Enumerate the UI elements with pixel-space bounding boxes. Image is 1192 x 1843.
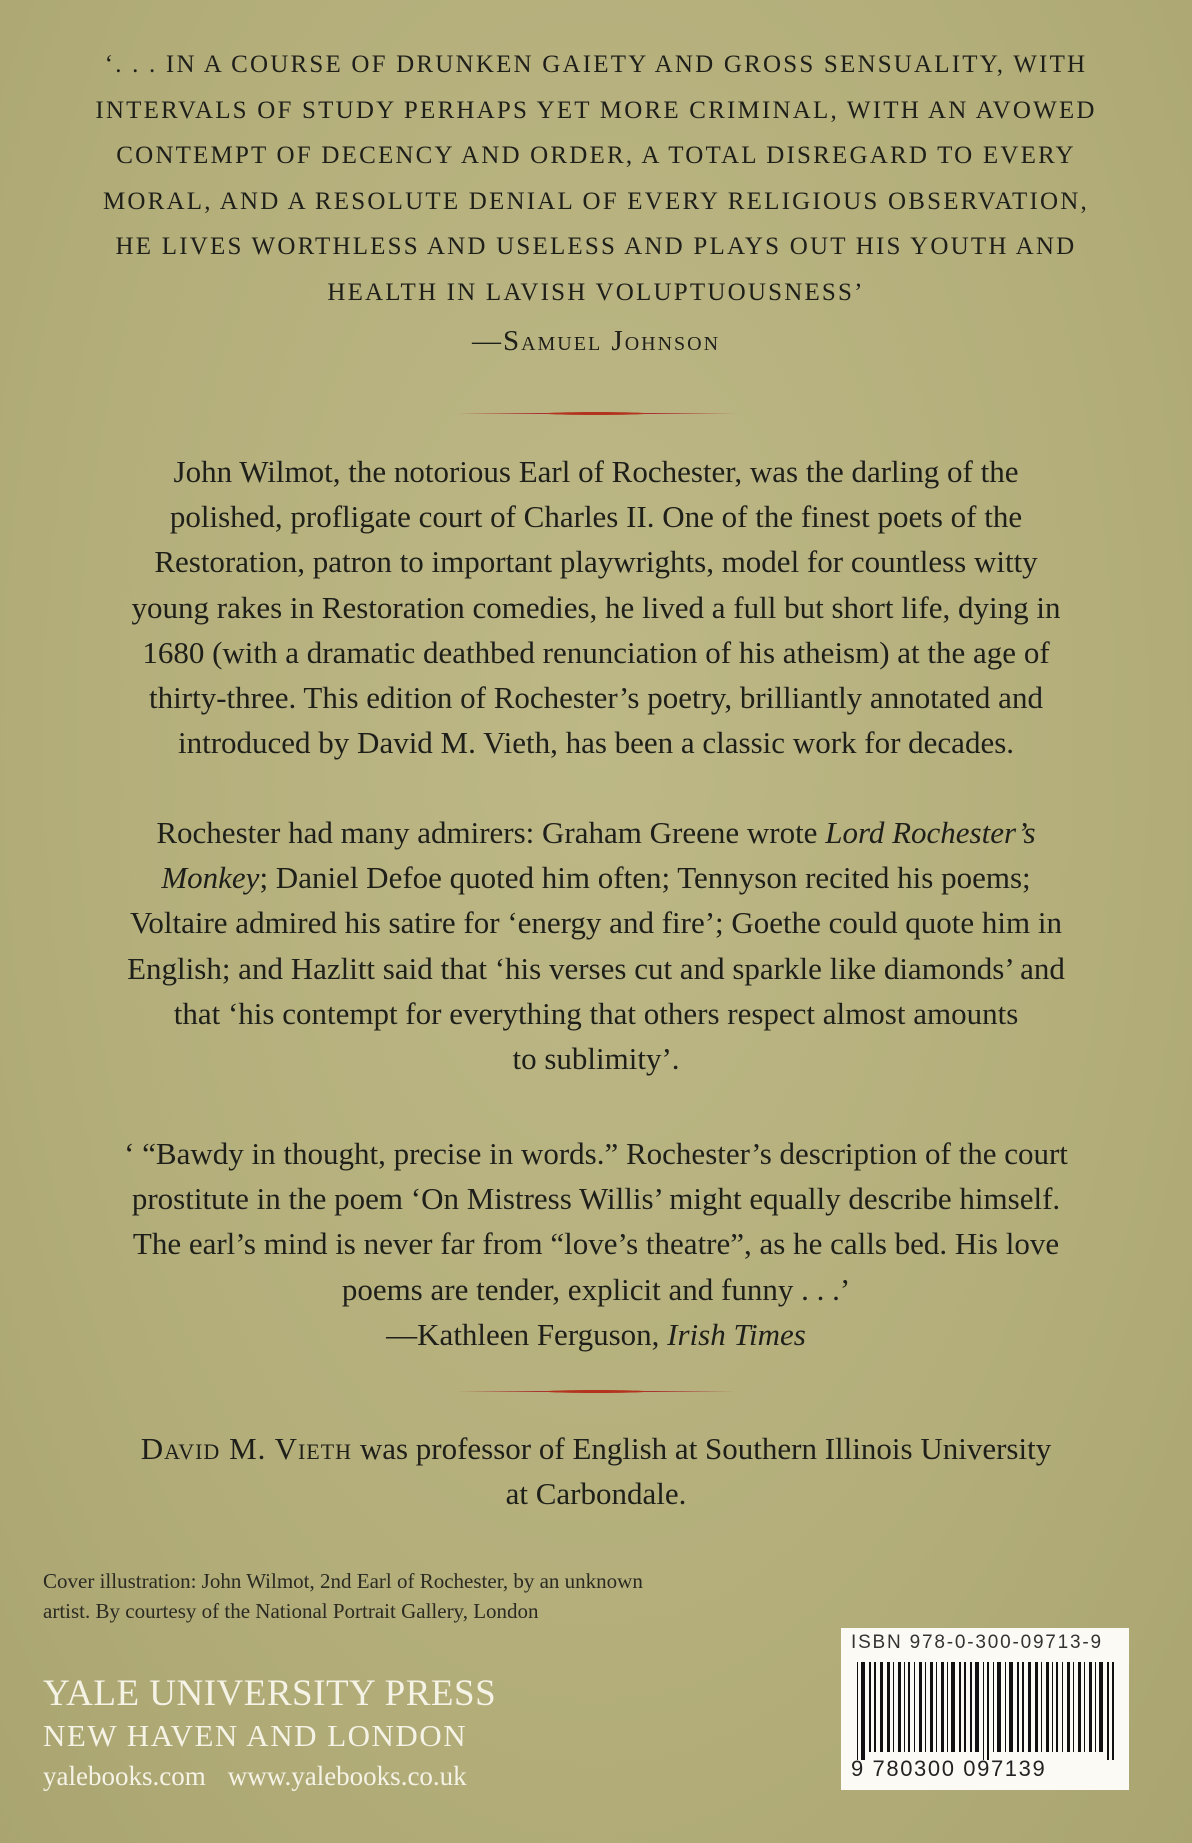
cover-credit	[43, 1566, 763, 1626]
barcode-bar	[908, 1662, 910, 1752]
barcode-bar	[861, 1662, 865, 1760]
ornament-divider	[456, 412, 736, 416]
barcode-bar	[1046, 1662, 1049, 1752]
barcode-bar	[1041, 1662, 1042, 1752]
admirers-line	[40, 810, 1152, 855]
review-line: prostitute in the poem ‘On Mistress Willis’ might equally describe himself.	[131, 1181, 1061, 1217]
epigraph-line: INTERVALS OF STUDY PERHAPS YET MORE CRIMINAL, WITH AN AVOWED	[95, 96, 1097, 124]
barcode-bar	[857, 1662, 858, 1760]
isbn-label: ISBN 978-0-300-09713-9	[851, 1632, 1103, 1653]
barcode-bar	[1084, 1662, 1085, 1752]
epigraph-line: HE LIVES WORTHLESS AND USELESS AND PLAYS OUT HIS YOUTH AND	[115, 233, 1077, 260]
description-line: Restoration, patron to important playwrights, model for countless witty	[154, 544, 1038, 580]
barcode-bar	[975, 1662, 979, 1752]
barcode-bar	[951, 1662, 955, 1752]
barcode-bar	[1028, 1662, 1031, 1752]
admirers-text: Rochester had many admirers: Graham Greene wrote	[156, 815, 826, 850]
admirers-line: that ‘his contempt for everything that others respect almost amounts	[173, 995, 1019, 1031]
review-attribution	[40, 1312, 1152, 1357]
review-source: Irish Times	[667, 1316, 806, 1352]
book-description	[40, 449, 1152, 765]
credit-line: artist. By courtesy of the National Portrait Gallery, London	[43, 1599, 539, 1623]
barcode-bar	[970, 1662, 972, 1752]
attribution-dash: —	[471, 325, 503, 357]
review-line: ‘ “Bawdy in thought, precise in words.” Rochester’s description of the court	[124, 1136, 1068, 1171]
barcode-bar	[959, 1662, 961, 1752]
barcode-bar	[987, 1662, 989, 1760]
review-line: The earl’s mind is never far from “love’s theatre”, as he calls bed. His love	[132, 1226, 1060, 1262]
barcode-bar	[936, 1662, 937, 1752]
barcode-bar	[1073, 1662, 1074, 1752]
barcode-bar	[887, 1662, 890, 1752]
credit-line: Cover illustration: John Wilmot, 2nd Earl of Rochester, by an unknown	[43, 1569, 643, 1593]
description-line: polished, profligate court of Charles II. One of the finest poets of the	[169, 499, 1023, 535]
epigraph-line: CONTEMPT OF DECENCY AND ORDER, A TOTAL DISREGARD TO EVERY	[116, 142, 1076, 169]
barcode-bar	[1089, 1662, 1092, 1752]
barcode-bar	[893, 1662, 894, 1752]
bio-text: was professor of English at Southern Illinois University	[352, 1431, 1052, 1466]
barcode-bar	[1052, 1662, 1053, 1752]
admirers-paragraph	[40, 810, 1152, 1081]
publisher-name: YALE UNIVERSITY PRESS	[43, 1673, 497, 1714]
description-line: 1680 (with a dramatic deathbed renunciation of his atheism) at the age of	[142, 634, 1050, 670]
barcode-bar	[874, 1662, 876, 1752]
description-line: thirty-three. This edition of Rochester’s poetry, brilliantly annotated and	[149, 680, 1043, 716]
admirers-text: ; Daniel Defoe quoted him often; Tennyson recited his poems;	[259, 860, 1031, 896]
barcode-bar	[1099, 1662, 1103, 1752]
admirers-line: English; and Hazlitt said that ‘his verses cut and sparkle like diamonds’ and	[127, 950, 1065, 986]
barcode-bar	[1056, 1662, 1058, 1752]
epigraph-attribution	[40, 321, 1152, 361]
epigraph-line: MORAL, AND A RESOLUTE DENIAL OF EVERY RELIGIOUS OBSERVATION,	[102, 187, 1090, 215]
publisher-block	[43, 1672, 663, 1796]
barcode-digits: 9 780300 097139	[851, 1756, 1047, 1781]
isbn-barcode	[841, 1628, 1129, 1790]
barcode-bar	[1022, 1662, 1024, 1752]
description-line: John Wilmot, the notorious Earl of Rochester, was the darling of the	[173, 454, 1019, 489]
bio-line: at Carbondale.	[505, 1476, 687, 1512]
barcode-bar	[919, 1662, 922, 1752]
url-us: yalebooks.com	[43, 1761, 206, 1791]
attribution-name: Samuel Johnson	[502, 325, 721, 357]
barcode-bar	[1005, 1662, 1006, 1752]
barcode-bar	[1078, 1662, 1081, 1752]
description-line: introduced by David M. Vieth, has been a classic work for decades.	[177, 725, 1015, 761]
url-uk: www.yalebooks.co.uk	[227, 1761, 467, 1791]
barcode-bar	[983, 1662, 984, 1760]
barcode-bar	[964, 1662, 966, 1752]
barcode-bar	[914, 1662, 915, 1752]
admirers-line: to sublimity’.	[512, 1041, 680, 1077]
editor-bio	[40, 1426, 1152, 1516]
barcode-bar	[1035, 1662, 1038, 1752]
bio-line	[40, 1426, 1152, 1471]
johnson-epigraph	[40, 42, 1152, 361]
barcode-bar	[1017, 1662, 1019, 1752]
publisher-urls	[43, 1756, 663, 1796]
barcode-bar	[941, 1662, 944, 1752]
barcode-bar	[880, 1662, 883, 1752]
book-title-italic: Lord Rochester’s	[825, 815, 1036, 850]
barcode-bar	[1009, 1662, 1013, 1752]
irish-times-review	[40, 1131, 1152, 1357]
barcode-bar	[1062, 1662, 1063, 1752]
review-author: —Kathleen Ferguson,	[386, 1316, 668, 1352]
publisher-cities: NEW HAVEN AND LONDON	[43, 1718, 468, 1753]
barcode-bar	[1107, 1662, 1109, 1760]
admirers-line	[40, 855, 1152, 900]
barcode-bar	[1067, 1662, 1070, 1752]
barcode-bar	[993, 1662, 994, 1752]
barcode-bar	[930, 1662, 933, 1752]
barcode-bar	[869, 1662, 871, 1752]
barcode-bar	[947, 1662, 948, 1752]
barcode-bars	[851, 1662, 1119, 1760]
barcode-bar	[925, 1662, 926, 1752]
epigraph-line: ‘. . . IN A COURSE OF DRUNKEN GAIETY AND GROSS SENSUALITY, WITH	[104, 51, 1088, 78]
epigraph-line: HEALTH IN LAVISH VOLUPTUOUSNESS’	[327, 278, 865, 306]
editor-name: David M. Vieth	[140, 1431, 353, 1466]
barcode-bar	[1112, 1662, 1114, 1760]
admirers-line: Voltaire admired his satire for ‘energy and fire’; Goethe could quote him in	[129, 905, 1062, 941]
book-title-italic: Monkey	[161, 860, 260, 896]
barcode-bar	[898, 1662, 901, 1752]
barcode-bar	[904, 1662, 905, 1752]
ornament-divider	[456, 1390, 736, 1394]
review-line: poems are tender, explicit and funny . . .’	[341, 1271, 851, 1307]
description-line: young rakes in Restoration comedies, he lived a full but short life, dying in	[131, 589, 1061, 625]
barcode-bar	[1095, 1662, 1096, 1752]
barcode-bar	[997, 1662, 1001, 1752]
